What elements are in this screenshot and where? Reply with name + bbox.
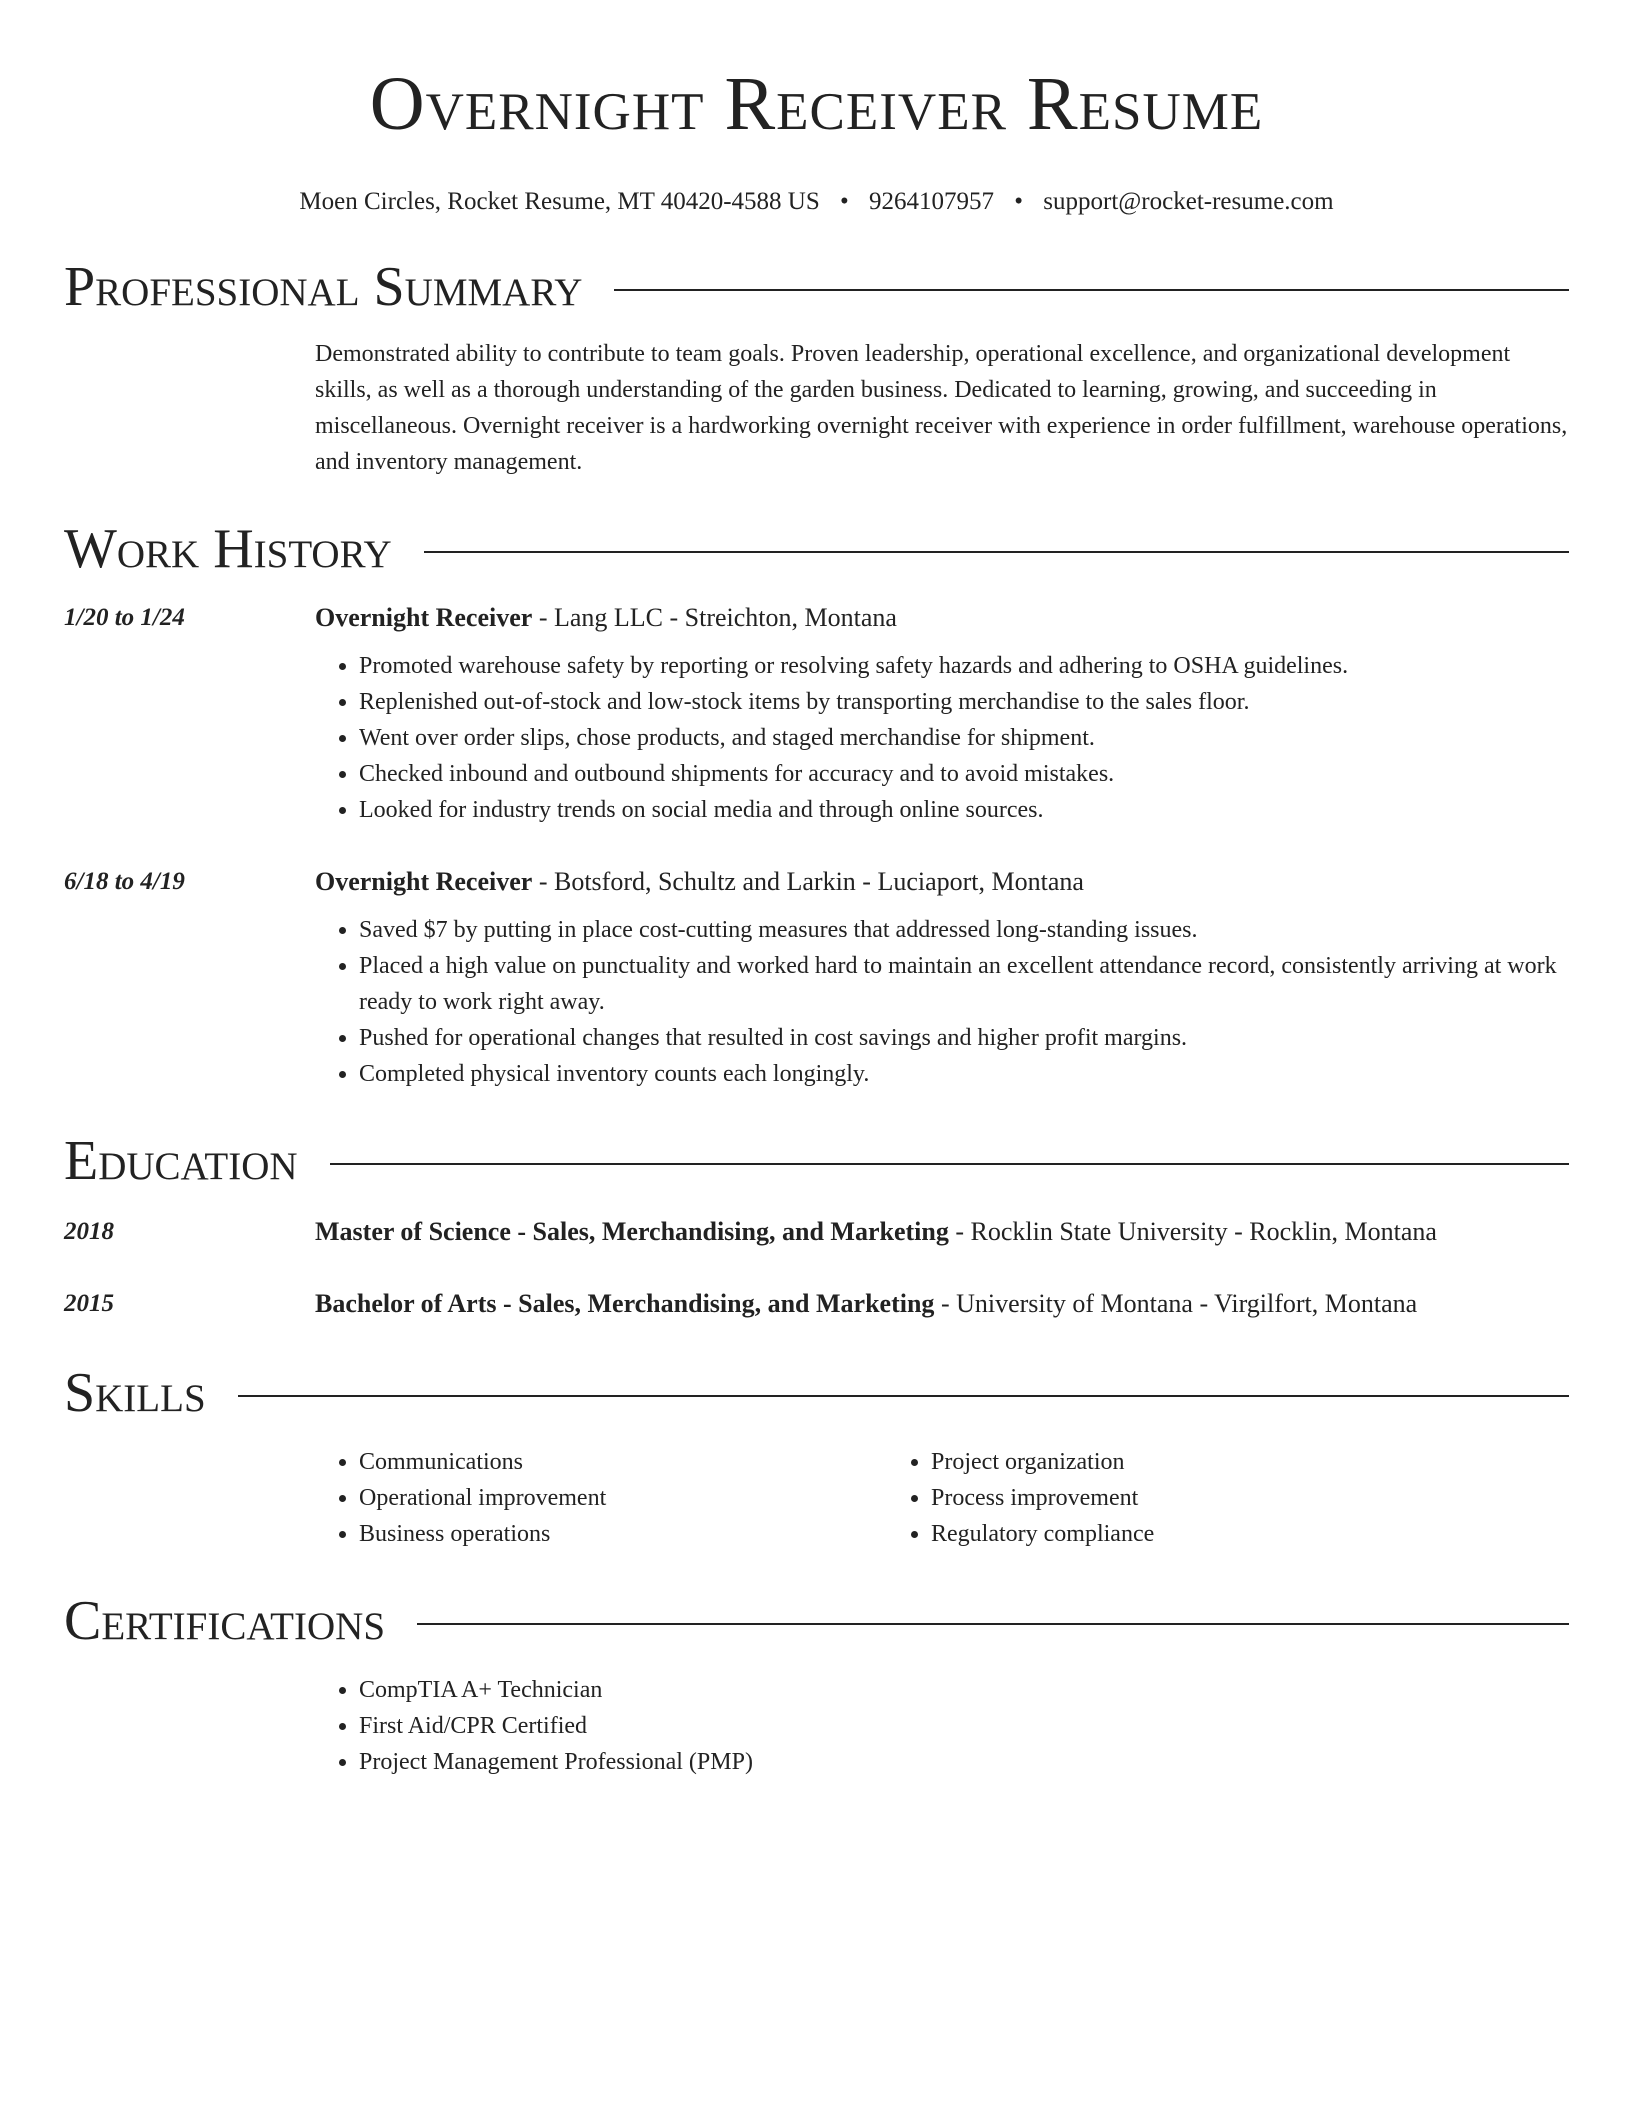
skill-item: • Operational improvement xyxy=(359,1480,887,1516)
section-header-skills xyxy=(64,1360,1569,1426)
contact-line xyxy=(64,186,1569,218)
work-heading xyxy=(315,598,1569,638)
work-entry-body xyxy=(315,862,1569,1092)
education-year: 2015 xyxy=(64,1290,114,1317)
skill-item: • Communications xyxy=(359,1444,887,1480)
work-bullet-list xyxy=(315,648,1569,828)
work-entry xyxy=(64,862,1569,1092)
list-item: • Saved $7 by putting in place cost-cutting measures that addressed long-standing issues. xyxy=(359,912,1569,948)
section-header-certifications xyxy=(64,1588,1569,1654)
resume-title: Overnight Receiver Resume xyxy=(369,62,1264,146)
job-title: Overnight Receiver xyxy=(315,603,533,632)
contact-email: support@rocket-resume.com xyxy=(1043,188,1334,215)
education-entry xyxy=(64,1284,1569,1324)
section-title-work: Work History xyxy=(64,518,392,580)
list-item: • Replenished out-of-stock and low-stock items by transporting merchandise to the sales floor. xyxy=(359,684,1569,720)
contact-phone: 9264107957 xyxy=(869,188,995,215)
work-entry-body xyxy=(315,598,1569,828)
work-bullet-list xyxy=(315,912,1569,1092)
section-header-work xyxy=(64,516,1569,582)
list-item: • Checked inbound and outbound shipments for accuracy and to avoid mistakes. xyxy=(359,756,1569,792)
contact-address: Moen Circles, Rocket Resume, MT 40420-4588 US xyxy=(299,188,820,215)
work-heading xyxy=(315,862,1569,902)
skill-item: • Process improvement xyxy=(931,1480,1459,1516)
section-divider xyxy=(614,289,1569,291)
list-item: • Went over order slips, chose products, and staged merchandise for shipment. xyxy=(359,720,1569,756)
section-title-skills: Skills xyxy=(64,1362,206,1424)
skill-item: • Business operations xyxy=(359,1516,887,1552)
section-divider xyxy=(238,1395,1569,1397)
list-item: • Placed a high value on punctuality and worked hard to maintain an excellent attendance record, consistently arriving at work ready to work right away. xyxy=(359,948,1569,1020)
certifications-list xyxy=(315,1672,1569,1780)
list-item: • Completed physical inventory counts each longingly. xyxy=(359,1056,1569,1092)
job-title: Overnight Receiver xyxy=(315,867,533,896)
skills-column-left xyxy=(315,1444,887,1552)
work-dates: 6/18 to 4/19 xyxy=(64,868,185,895)
skill-item: • Project organization xyxy=(931,1444,1459,1480)
section-header-summary xyxy=(64,254,1569,320)
section-divider xyxy=(417,1623,1569,1625)
degree-title: Bachelor of Arts - Sales, Merchandising, and Marketing xyxy=(315,1289,935,1318)
work-entry xyxy=(64,598,1569,828)
list-item: • Looked for industry trends on social media and through online sources. xyxy=(359,792,1569,828)
job-employer-location: - Lang LLC - Streichton, Montana xyxy=(532,603,897,632)
skills-grid xyxy=(315,1444,1569,1552)
education-entry xyxy=(64,1212,1569,1252)
education-heading xyxy=(315,1284,1569,1324)
skill-item: • Regulatory compliance xyxy=(931,1516,1459,1552)
job-employer-location: - Botsford, Schultz and Larkin - Luciaport, Montana xyxy=(532,867,1084,896)
work-dates: 1/20 to 1/24 xyxy=(64,604,185,631)
degree-title: Master of Science - Sales, Merchandising, and Marketing xyxy=(315,1217,949,1246)
skills-column-right xyxy=(887,1444,1459,1552)
summary-text: Demonstrated ability to contribute to team goals. Proven leadership, operational excellence, and organizational development skills, as well as a thorough understanding of the garden business. Dedicated to learning, growing, and succeeding in miscellaneous. Overnight receiver is a hardworking overnight receiver with experience in order fulfillment, warehouse operations, and inventory management. xyxy=(315,341,1568,475)
certification-item: • Project Management Professional (PMP) xyxy=(359,1744,1569,1780)
education-year: 2018 xyxy=(64,1218,114,1245)
contact-separator: • xyxy=(840,188,849,215)
certification-item: • First Aid/CPR Certified xyxy=(359,1708,1569,1744)
education-heading xyxy=(315,1212,1569,1252)
section-title-certifications: Certifications xyxy=(64,1590,386,1652)
section-divider xyxy=(330,1163,1569,1165)
contact-separator: • xyxy=(1014,188,1024,215)
list-item: • Promoted warehouse safety by reporting or resolving safety hazards and adhering to OSHA guidelines. xyxy=(359,648,1569,684)
certification-item: • CompTIA A+ Technician xyxy=(359,1672,1569,1708)
list-item: • Pushed for operational changes that resulted in cost savings and higher profit margins. xyxy=(359,1020,1569,1056)
section-title-education: Education xyxy=(64,1130,298,1192)
school-location: - Rocklin State University - Rocklin, Montana xyxy=(948,1217,1437,1246)
section-title-summary: Professional Summary xyxy=(64,256,583,318)
section-header-education xyxy=(64,1128,1569,1194)
certifications-list-wrapper xyxy=(315,1672,1569,1780)
school-location: - University of Montana - Virgilfort, Montana xyxy=(934,1289,1418,1318)
section-divider xyxy=(424,551,1569,553)
